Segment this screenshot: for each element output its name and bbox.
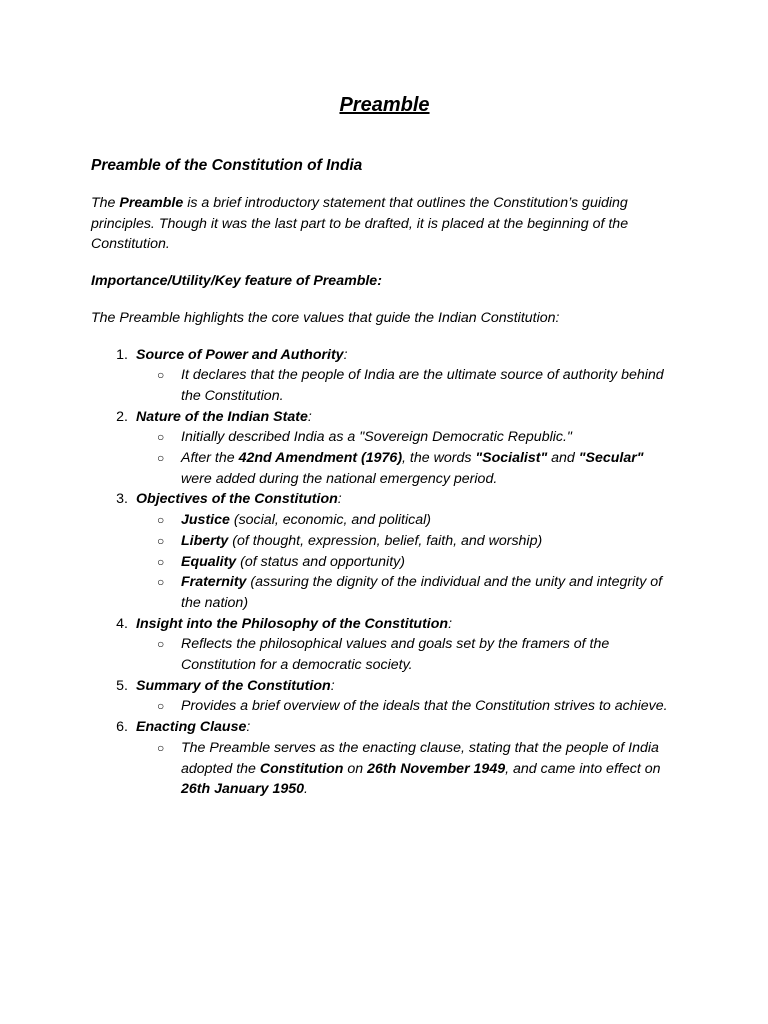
list-item — [91, 489, 678, 613]
list-item — [91, 345, 678, 407]
highlight-paragraph: The Preamble highlights the core values that guide the Indian Constitution: — [91, 309, 560, 326]
item-number: 1. — [116, 346, 128, 363]
item-heading: Source of Power and Authority: — [136, 346, 348, 363]
item-number: 6. — [116, 719, 128, 736]
hollow-circle-bullet-icon: ○ — [157, 451, 165, 466]
hollow-circle-bullet-icon: ○ — [157, 430, 165, 445]
sub-list — [136, 634, 678, 675]
list-item — [91, 676, 678, 717]
sub-list — [136, 510, 678, 614]
item-heading: Objectives of the Constitution: — [136, 491, 342, 508]
item-number: 2. — [116, 408, 128, 425]
hollow-circle-bullet-icon: ○ — [157, 575, 165, 590]
sub-list — [136, 696, 678, 717]
importance-heading: Importance/Utility/Key feature of Preamble: — [91, 273, 382, 290]
hollow-circle-bullet-icon: ○ — [157, 533, 165, 548]
hollow-circle-bullet-icon: ○ — [157, 740, 165, 755]
sub-list-item: ○ Equality (of status and opportunity) — [136, 552, 678, 573]
item-heading: Enacting Clause: — [136, 719, 251, 736]
document-title: Preamble — [339, 94, 430, 116]
hollow-circle-bullet-icon: ○ — [157, 368, 165, 383]
hollow-circle-bullet-icon: ○ — [157, 699, 165, 714]
list-item — [91, 407, 678, 490]
hollow-circle-bullet-icon: ○ — [157, 513, 165, 528]
sub-list-item: ○ It declares that the people of India are the ultimate source of authority behind the Constitution. — [157, 367, 664, 404]
item-number: 3. — [116, 491, 128, 508]
sub-list-item: ○ Liberty (of thought, expression, belief, faith, and worship) — [136, 531, 678, 552]
item-number: 5. — [116, 677, 128, 694]
intro-paragraph: The Preamble is a brief introductory statement that outlines the Constitution’s guiding principles. Though it was the last part to be drafted, it is placed at the beginning of the Constitution. — [91, 195, 629, 253]
section-heading: Preamble of the Constitution of India — [91, 157, 363, 174]
sub-list-item: ○ Provides a brief overview of the ideals that the Constitution strives to achieve. — [136, 696, 678, 717]
sub-list — [136, 365, 678, 406]
list-item — [91, 614, 678, 676]
item-heading: Summary of the Constitution: — [136, 677, 335, 694]
sub-list-item: ○ The Preamble serves as the enacting clause, stating that the people of India adopted the Constitution on 26th November 1949, and came into effect on 26th January 1950. — [157, 739, 661, 798]
sub-list — [136, 427, 678, 489]
sub-list-item: ○ After the 42nd Amendment (1976), the words "Socialist" and "Secular" were added during the national emergency period. — [157, 450, 644, 487]
list-item — [91, 717, 678, 800]
item-number: 4. — [116, 615, 128, 632]
preamble-term: Preamble — [119, 195, 184, 211]
sub-list-item: ○ Fraternity (assuring the dignity of the individual and the unity and integrity of the nation) — [157, 574, 663, 611]
sub-list-item: ○ Initially described India as a "Sovereign Democratic Republic." — [136, 427, 678, 448]
hollow-circle-bullet-icon: ○ — [157, 554, 165, 569]
sub-list-item: ○ Justice (social, economic, and political) — [136, 510, 678, 531]
hollow-circle-bullet-icon: ○ — [157, 637, 165, 652]
item-heading: Insight into the Philosophy of the Constitution: — [136, 615, 453, 632]
core-values-list — [91, 345, 678, 800]
item-heading: Nature of the Indian State: — [136, 408, 312, 425]
sub-list — [136, 738, 678, 800]
sub-list-item: ○ Reflects the philosophical values and goals set by the framers of the Constitution for a democratic society. — [157, 636, 610, 674]
